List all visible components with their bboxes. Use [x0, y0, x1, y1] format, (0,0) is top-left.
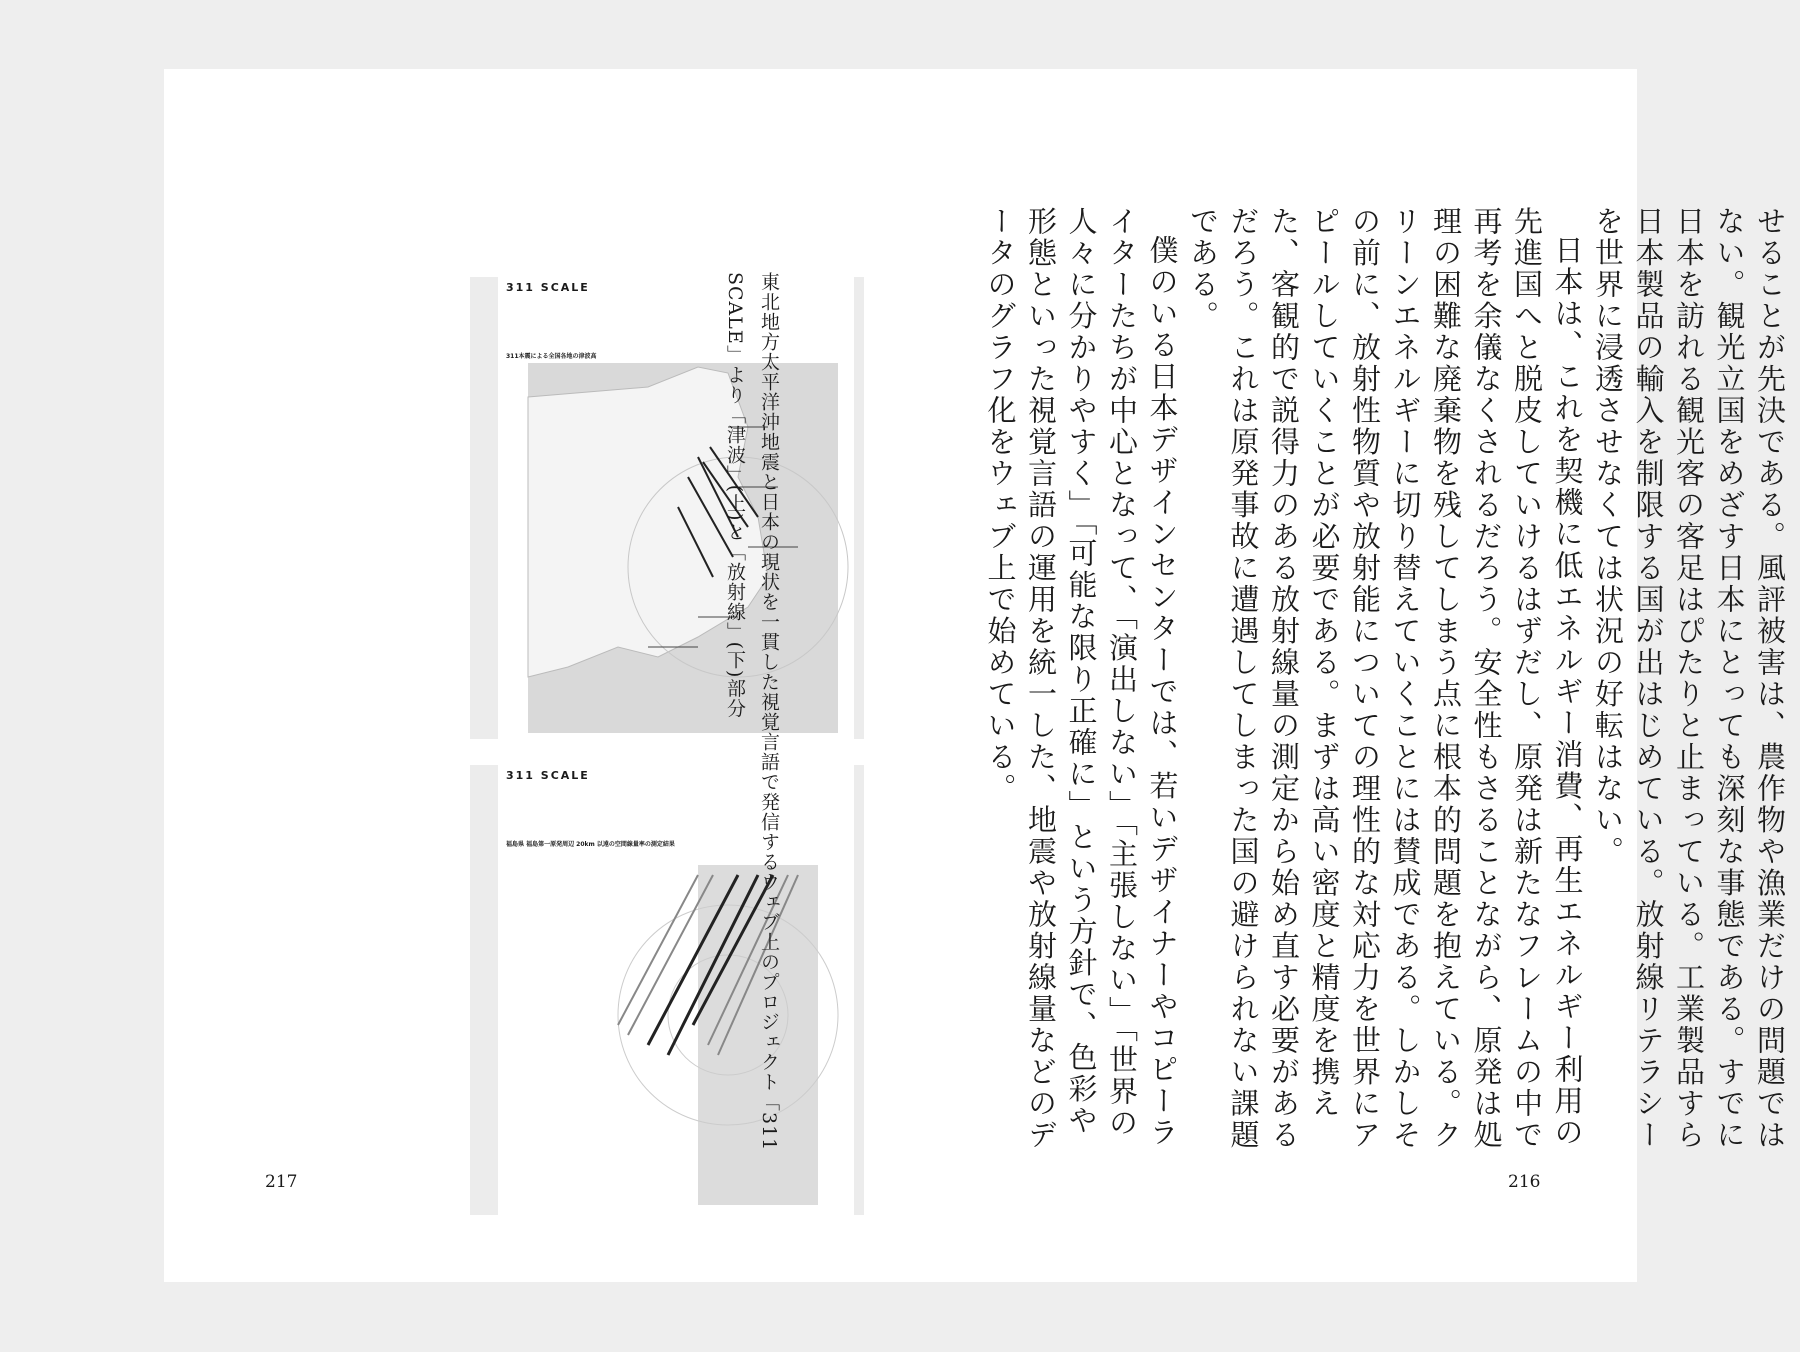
figure-tsunami-map: [470, 277, 864, 739]
page-number-left: 217: [265, 1172, 298, 1192]
figure-panel: [498, 277, 854, 739]
radiation-graphic: [498, 765, 854, 1215]
figure-subtitle: 311本震による全国各地の津波高: [506, 353, 597, 360]
figure-brand-label: 311 SCALE: [506, 281, 590, 294]
figure-caption: 東北地方太平洋沖地震と日本の現状を一貫した視覚言語で発信するウェブ上のプロジェクト「311 SCALE」より「津波」(上)と「放射線」(下)部分: [724, 272, 780, 1152]
main-body-text: [980, 206, 1790, 1166]
paragraph: 僕のいる日本デザインセンターでは、若いデザイナーやコピーライターたちが中心となって、「演出しない」「主張しない」「世界の人々に分かりやすく」「可能な限り正確に」という方針で、色彩や形態といった視覚言語の運用を統一した、地震や放射線量などのデータのグラフ化をウェブ上で始めている。: [983, 206, 1180, 1151]
page-number-right: 216: [1508, 1172, 1541, 1192]
figure-subtitle: 福島県 福島第一原発周辺 20km 以遠の空間線量率の測定結果: [506, 841, 675, 848]
figure-brand-label: 311 SCALE: [506, 769, 590, 782]
paragraph: 日本は、これを契機に低エネルギー消費、再生エネルギー利用の先進国へと脱皮していけるはずだし、原発は新たなフレームの中で再考を余儀なくされるだろう。安全性もさることながら、原発は処理の困難な廃棄物を残してしまう点に根本的問題を抱えている。クリーンエネルギーに切り替えていくことには賛成である。しかしその前に、放射性物質や放射能についての理性的な対応力を世界にアピールしていくことが必要である。まずは高い密度と精度を携えた、客観的で説得力のある放射線量の測定から始め直す必要があるだろう。これは原発事故に遭遇してしまった国の避けられない課題である。: [1186, 206, 1585, 1151]
figure-radiation-map: [470, 765, 864, 1215]
figure-panel: [498, 765, 854, 1215]
japan-map-graphic: [498, 277, 854, 739]
paragraph: せることが先決である。風評被害は、農作物や漁業だけの問題ではない。観光立国をめざす日本にとっても深刻な事態である。すでに日本を訪れる観光客の客足はぴたりと止まっている。工業製品すら日本製品の輸入を制限する国が出はじめている。放射線リテラシーを世界に浸透させなくては状況の好転はない。: [1591, 206, 1787, 1151]
